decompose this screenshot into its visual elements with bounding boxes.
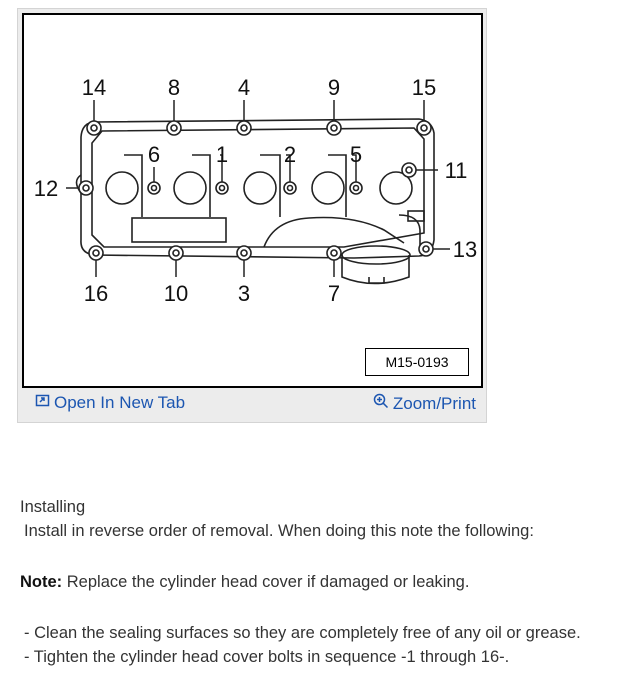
bolt-label-4: 4 xyxy=(237,75,251,100)
open-new-tab-icon xyxy=(35,393,50,413)
bolt-label-3: 3 xyxy=(237,281,251,306)
figure-id-label: M15-0193 xyxy=(365,348,469,376)
bolt-label-7: 7 xyxy=(327,281,341,306)
figure-card xyxy=(17,8,487,423)
open-in-new-tab-link[interactable] xyxy=(35,393,185,413)
engine-diagram[interactable] xyxy=(22,13,483,388)
bolt-label-9: 9 xyxy=(327,75,341,100)
bolt-label-15: 15 xyxy=(411,75,437,100)
open-in-new-tab-label: Open In New Tab xyxy=(54,393,186,412)
zoom-print-link[interactable] xyxy=(373,393,476,414)
zoom-in-icon xyxy=(373,393,389,414)
bolt-label-10: 10 xyxy=(163,281,189,306)
bolt-label-16: 16 xyxy=(83,281,109,306)
bolt-label-1: 1 xyxy=(215,142,229,167)
bullet-item: - Tighten the cylinder head cover bolts in sequence -1 through 16-. xyxy=(24,648,510,666)
bolt-label-6: 6 xyxy=(147,142,161,167)
bolt-label-2: 2 xyxy=(283,142,297,167)
bolt-label-5: 5 xyxy=(349,142,363,167)
cylinder-head-cover-diagram xyxy=(24,15,481,386)
bolt-label-14: 14 xyxy=(81,75,107,100)
note-text: Replace the cylinder head cover if damaged or leaking. xyxy=(62,573,470,591)
bolt-label-11: 11 xyxy=(444,158,468,183)
intro-text: Install in reverse order of removal. When doing this note the following: xyxy=(24,522,534,540)
bolt-label-8: 8 xyxy=(167,75,181,100)
zoom-print-label: Zoom/Print xyxy=(392,393,476,413)
installing-heading: Installing xyxy=(20,498,86,516)
bullet-item: - Clean the sealing surfaces so they are completely free of any oil or grease. xyxy=(24,624,581,642)
note-paragraph xyxy=(20,573,469,592)
note-label: Note: xyxy=(20,573,63,591)
bolt-label-13: 13 xyxy=(452,237,478,262)
bolt-label-12: 12 xyxy=(33,176,59,201)
